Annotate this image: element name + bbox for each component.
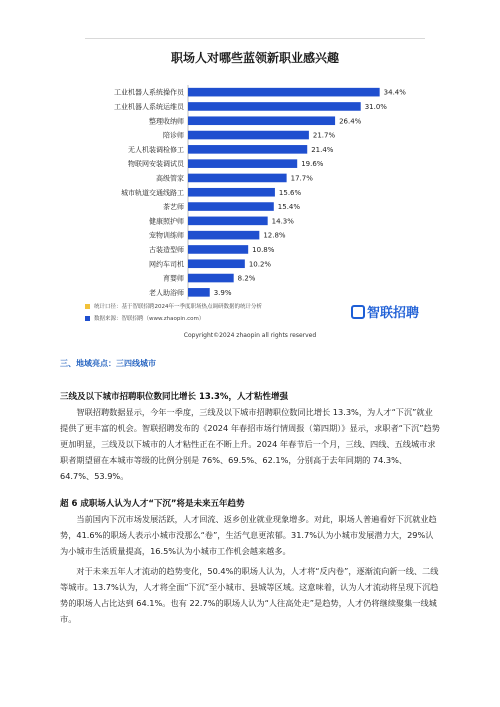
- paragraph-3-text: 对于未来五年人才流动的趋势变化，50.4%的职场人认为，人才将“反内卷”，逐渐流向新一线、二线等城市。13.7%认为，人才将全面“下沉”至小城市、县城等区域。这意味着，认为人才流动将呈现下沉趋势的职场人占比达到 64.1%。也有 22.7%的职场人认为“人往高处走”是趋势，人才仍将继续聚集一线城市。: [60, 566, 439, 624]
- paragraph-2-text: 当前国内下沉市场发展活跃，人才回流、返乡创业就业现象增多。对此，职场人普遍看好下沉就业趋势，41.6%的职场人表示小城市没那么“卷”，生活气息更浓郁。31.7%认为小城市发展潜力大，29%认为小城市生活质量提高，16.5%认为小城市工作机会越来越多。: [60, 514, 437, 556]
- category-label: 城市轨道交通线路工: [121, 188, 184, 197]
- value-label: 15.4%: [277, 203, 301, 212]
- value-label: 3.9%: [213, 288, 232, 297]
- bar: [188, 231, 259, 240]
- bar: [188, 88, 380, 97]
- category-label: 物联网安装调试员: [128, 160, 184, 169]
- bar: [188, 102, 361, 111]
- value-label: 10.8%: [252, 245, 275, 254]
- subheading-1: 三线及以下城市招聘职位数同比增长 13.3%，人才粘性增强: [60, 392, 288, 402]
- category-label: 整理收纳师: [149, 117, 184, 126]
- category-label: 网约车司机: [149, 260, 184, 269]
- chart-footer: [85, 296, 425, 326]
- paragraph-3: [60, 563, 440, 627]
- category-label: 育婴师: [163, 274, 184, 283]
- zhaopin-logo: [351, 302, 419, 321]
- value-label: 14.3%: [271, 217, 294, 226]
- category-label: 工业机器人系统操作员: [114, 88, 184, 97]
- value-label: 19.6%: [301, 160, 324, 169]
- category-label: 无人机装调检修工: [128, 145, 184, 154]
- bar: [188, 217, 268, 226]
- category-label: 宠物训练师: [149, 231, 184, 240]
- category-label: 健康照护师: [149, 217, 184, 226]
- bar: [188, 188, 275, 197]
- logo-icon: [351, 305, 365, 319]
- bar: [188, 131, 309, 140]
- bar: [188, 274, 234, 283]
- value-label: 8.2%: [237, 274, 256, 283]
- paragraph-2: [60, 511, 440, 559]
- paragraph-1: [60, 404, 440, 484]
- source-row: [85, 314, 204, 322]
- chart-title: 职场人对哪些蓝领新职业感兴趣: [170, 51, 339, 65]
- bar: [188, 245, 248, 254]
- bar: [188, 145, 307, 154]
- value-label: 21.4%: [311, 145, 334, 154]
- value-label: 17.7%: [290, 174, 313, 183]
- value-label: 21.7%: [312, 131, 336, 140]
- category-label: 古装造型师: [149, 245, 184, 254]
- source-marker: [85, 316, 90, 321]
- category-label: 老人助浴师: [149, 288, 184, 297]
- value-label: 34.4%: [383, 88, 406, 97]
- value-label: 15.6%: [278, 188, 302, 197]
- bar: [188, 116, 335, 125]
- copyright: Copyright©2024 zhaopin all rights reserved: [183, 332, 317, 339]
- value-label: 12.8%: [263, 231, 286, 240]
- bar: [188, 174, 287, 183]
- logo-text: 智联招聘: [366, 306, 419, 321]
- category-label: 工业机器人系统运维员: [114, 102, 184, 111]
- value-label: 26.4%: [339, 117, 362, 126]
- footnote-row: [85, 302, 262, 310]
- bar: [188, 202, 274, 211]
- paragraph-1-text: 智联招聘数据显示，今年一季度，三线及以下城市招聘职位数同比增长 13.3%，为人才“下沉”就业提供了更丰富的机会。智联招聘发布的《2024 年春招市场行情周报（第四期）》显示，求职者“下沉”趋势更加明显，三线及以下城市的人才粘性正在不断上升。2024 年春节后一个月，三线、四线、五线城市求职者期望留在本城市等级的比例分别是 76%、69.5%、62.1%，分别高于去年同期的 74.3%、64.7%、53.9%。: [60, 407, 440, 481]
- note-marker: [85, 304, 90, 309]
- category-label: 茶艺师: [163, 203, 184, 212]
- bar: [188, 159, 297, 168]
- footnote-source: 数据来源：智联招聘（www.zhaopin.com）: [94, 316, 205, 322]
- footnote-note: 统计口径：基于智联招聘2024年一季度职场热点调研数据的统计分析: [94, 304, 262, 310]
- category-label: 陪诊师: [163, 131, 184, 140]
- category-label: 高级管家: [156, 174, 184, 183]
- value-label: 31.0%: [364, 102, 387, 111]
- bar: [188, 259, 245, 268]
- value-label: 10.2%: [248, 260, 272, 269]
- section-heading: 三、地域亮点：三四线城市: [60, 359, 156, 368]
- subheading-2: 超 6 成职场人认为人才“下沉”将是未来五年趋势: [60, 499, 245, 509]
